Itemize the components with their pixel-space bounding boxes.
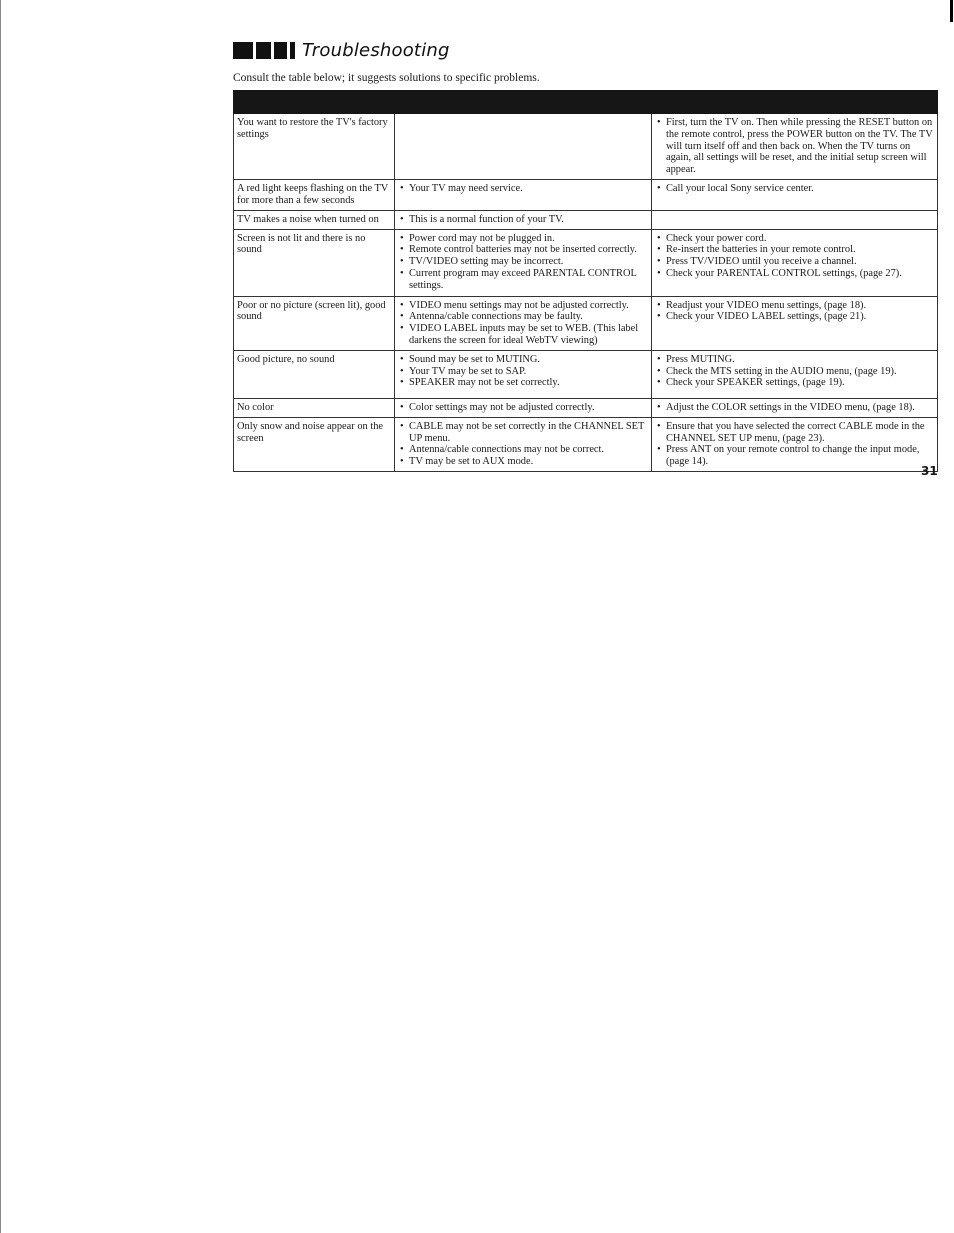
problem-cell: TV makes a noise when turned on [234,210,395,229]
table-row [234,417,938,471]
cause-list [398,233,648,292]
solution-item: • Readjust your VIDEO menu settings, (page 18). [655,300,934,312]
solution-item: • First, turn the TV on. Then while pressing the RESET button on the remote control, press the POWER button on the TV. The TV will turn itself off and then back on. When the TV turns on again, all settings will be reset, and the initial setup screen will appear. [655,117,934,176]
column-header-cause [395,91,652,114]
cause-list [398,402,648,414]
problem-cell: A red light keeps flashing on the TV for more than a few seconds [234,180,395,211]
solution-cell [652,114,938,180]
solution-list [655,300,934,324]
cause-item: • Power cord may not be plugged in. [398,233,648,245]
solution-cell [652,229,938,296]
solution-item: • Adjust the COLOR settings in the VIDEO menu, (page 18). [655,402,934,414]
cause-item: • VIDEO menu settings may not be adjusted correctly. [398,300,648,312]
solution-item: • Press MUTING. [655,354,934,366]
cause-item: • Remote control batteries may not be inserted correctly. [398,244,648,256]
cause-item: • TV/VIDEO setting may be incorrect. [398,256,648,268]
solution-cell [652,350,938,398]
solution-cell [652,180,938,211]
cause-cell [395,180,652,211]
page-title: Troubleshooting [302,39,450,61]
solution-list [655,421,934,468]
cause-cell [395,210,652,229]
problem-cell: Good picture, no sound [234,350,395,398]
cause-item: • This is a normal function of your TV. [398,214,648,226]
cause-list [398,421,648,468]
cause-item: • Sound may be set to MUTING. [398,354,648,366]
cause-cell [395,296,652,350]
table-header-row [234,91,938,114]
cause-list [398,300,648,347]
cause-cell [395,398,652,417]
cause-list [398,354,648,389]
cause-item: • Current program may exceed PARENTAL CONTROL settings. [398,268,648,292]
solution-list [655,354,934,389]
table-row [234,398,938,417]
cause-item: • SPEAKER may not be set correctly. [398,377,648,389]
cause-item: • VIDEO LABEL inputs may be set to WEB. (This label darkens the screen for ideal WebTV viewing) [398,323,648,347]
table-row [234,296,938,350]
cause-cell [395,229,652,296]
solution-item: • Re-insert the batteries in your remote control. [655,244,934,256]
solution-item: • Check your VIDEO LABEL settings, (page 21). [655,311,934,323]
solution-item: • Press ANT on your remote control to change the input mode, (page 14). [655,444,934,468]
solution-item: • Check the MTS setting in the AUDIO menu, (page 19). [655,366,934,378]
section-bars-icon [233,42,295,59]
problem-cell: Only snow and noise appear on the screen [234,417,395,471]
column-header-problem [234,91,395,114]
cause-item: • CABLE may not be set correctly in the CHANNEL SET UP menu. [398,421,648,445]
solution-cell [652,417,938,471]
table-row [234,350,938,398]
cause-item: • Your TV may be set to SAP. [398,366,648,378]
cause-item: • Your TV may need service. [398,183,648,195]
table-row [234,180,938,211]
scan-edge-left [0,0,1,1233]
problem-cell: Poor or no picture (screen lit), good sound [234,296,395,350]
solution-cell [652,296,938,350]
problem-cell: You want to restore the TV's factory settings [234,114,395,180]
cause-cell [395,114,652,180]
table-row [234,114,938,180]
solution-cell [652,398,938,417]
section-heading [233,38,450,62]
troubleshooting-table [233,90,938,472]
solution-cell [652,210,938,229]
solution-item: • Check your power cord. [655,233,934,245]
cause-list [398,214,648,226]
solution-item: • Check your PARENTAL CONTROL settings, (page 27). [655,268,934,280]
cause-item: • Antenna/cable connections may be faulty. [398,311,648,323]
cause-item: • Color settings may not be adjusted correctly. [398,402,648,414]
solution-item: • Press TV/VIDEO until you receive a channel. [655,256,934,268]
problem-cell: Screen is not lit and there is no sound [234,229,395,296]
cause-cell [395,417,652,471]
solution-list [655,117,934,176]
cause-item: • TV may be set to AUX mode. [398,456,648,468]
cause-item: • Antenna/cable connections may not be correct. [398,444,648,456]
solution-item: • Call your local Sony service center. [655,183,934,195]
problem-cell: No color [234,398,395,417]
cause-cell [395,350,652,398]
table-row [234,210,938,229]
solution-list [655,183,934,195]
cause-list [398,183,648,195]
solution-item: • Ensure that you have selected the correct CABLE mode in the CHANNEL SET UP menu, (page 23). [655,421,934,445]
page-number: 31 [921,464,938,478]
solution-list [655,402,934,414]
solution-list [655,233,934,280]
intro-text: Consult the table below; it suggests solutions to specific problems. [233,72,540,84]
solution-item: • Check your SPEAKER settings, (page 19). [655,377,934,389]
scan-edge-right [950,0,953,22]
column-header-solution [652,91,938,114]
table-row [234,229,938,296]
